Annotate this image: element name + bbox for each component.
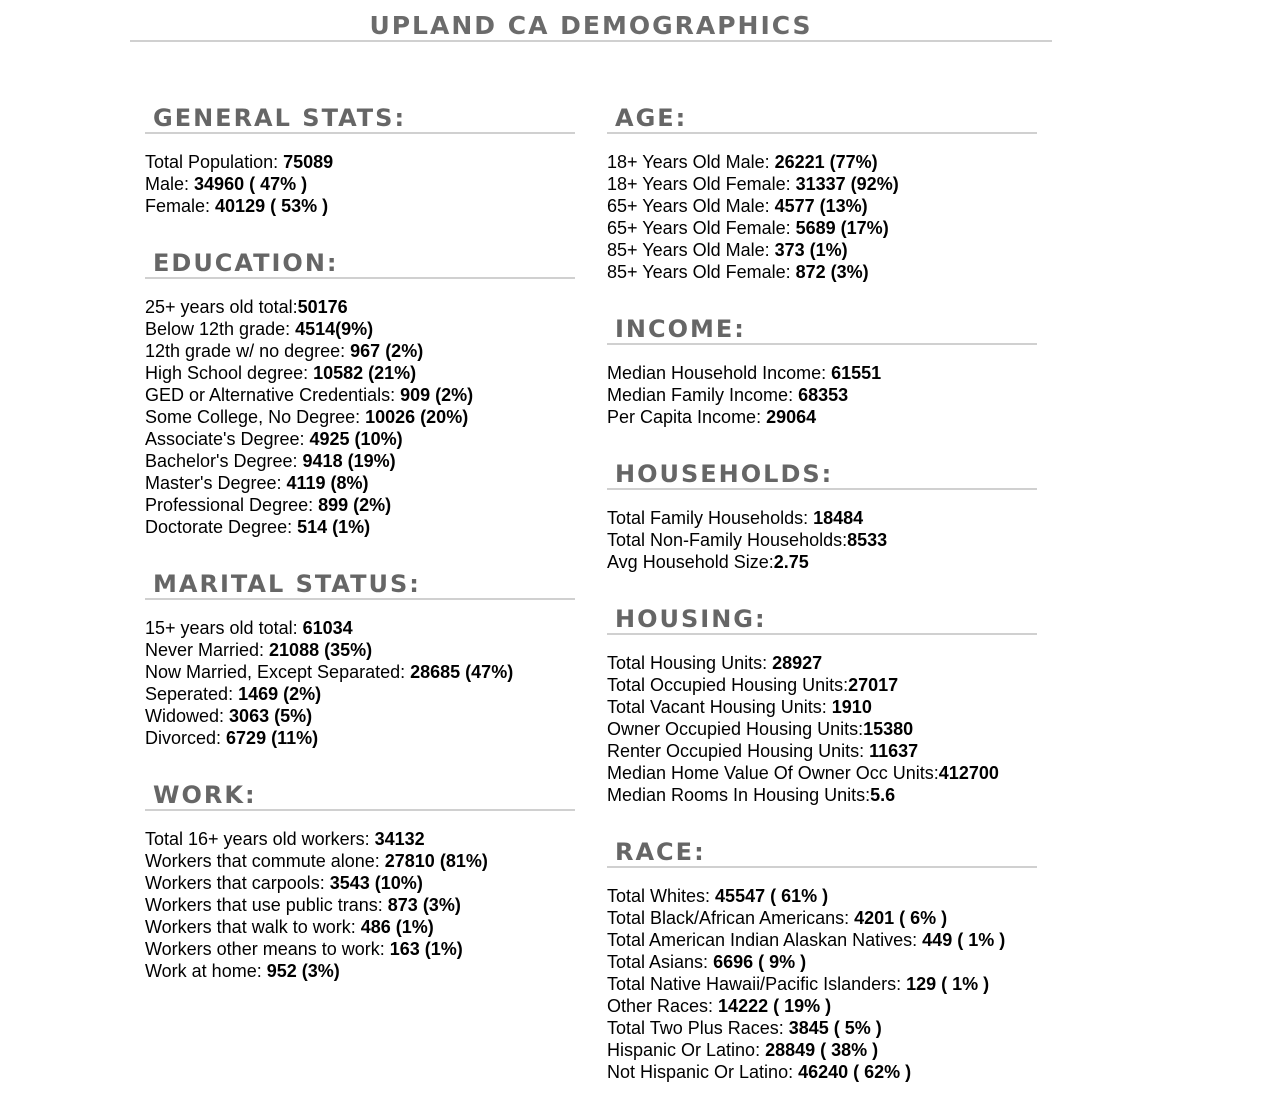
section-heading (145, 98, 575, 134)
stat-value: 4577 (13%) (774, 196, 868, 216)
section-heading-text: INCOME: (615, 315, 746, 343)
stat-label: High School degree: (145, 363, 314, 383)
stat-row (145, 362, 575, 384)
stat-label: Total Asians: (607, 952, 714, 972)
stat-value: 899 (2%) (318, 495, 392, 515)
stat-row (145, 661, 575, 683)
stat-row (145, 617, 575, 639)
stat-label: Workers that commute alone: (145, 851, 385, 871)
stat-label: Some College, No Degree: (145, 407, 366, 427)
stat-row (145, 938, 575, 960)
section-heading (607, 309, 1037, 345)
right-column (607, 98, 1037, 1109)
stat-value: 514 (1%) (297, 517, 371, 537)
stat-label: Below 12th grade: (145, 319, 296, 339)
stat-row (145, 406, 575, 428)
section-households (607, 454, 1037, 573)
stat-value: 129 ( 1% ) (906, 974, 990, 994)
stat-value: 9418 (19%) (302, 451, 396, 471)
stat-row (607, 173, 1037, 195)
stat-label: Per Capita Income: (607, 407, 767, 427)
stat-row (607, 951, 1037, 973)
stat-label: Female: (145, 196, 216, 216)
stat-label: Avg Household Size: (607, 552, 774, 572)
stat-value: 34960 ( 47% ) (194, 174, 308, 194)
stat-label: Associate's Degree: (145, 429, 310, 449)
stat-value: 46240 ( 62% ) (798, 1062, 912, 1082)
stat-label: Total Black/African Americans: (607, 908, 855, 928)
stat-label: Now Married, Except Separated: (145, 662, 411, 682)
stat-row (145, 850, 575, 872)
stat-row (607, 551, 1037, 573)
stat-label: Workers that walk to work: (145, 917, 361, 937)
stat-row (145, 916, 575, 938)
stat-row (607, 929, 1037, 951)
stat-row (607, 1017, 1037, 1039)
stat-label: Total Occupied Housing Units: (607, 675, 849, 695)
section-heading (607, 832, 1037, 868)
stat-value: 6729 (11%) (226, 728, 319, 748)
section-heading-text: GENERAL STATS: (153, 104, 407, 132)
stat-label: Workers other means to work: (145, 939, 390, 959)
section-heading (607, 454, 1037, 490)
stat-label: Renter Occupied Housing Units: (607, 741, 870, 761)
stat-value: 873 (3%) (387, 895, 461, 915)
stat-value: 486 (1%) (360, 917, 434, 937)
stat-value: 10026 (20%) (365, 407, 469, 427)
stat-label: 15+ years old total: (145, 618, 303, 638)
stat-row (607, 718, 1037, 740)
stat-row (607, 384, 1037, 406)
stat-value: 28927 (772, 653, 823, 673)
stat-value: 373 (1%) (774, 240, 848, 260)
stat-label: Total Two Plus Races: (607, 1018, 789, 1038)
stat-row (145, 872, 575, 894)
stat-row (607, 995, 1037, 1017)
stat-label: 85+ Years Old Male: (607, 240, 775, 260)
stat-label: Median Family Income: (607, 385, 799, 405)
stat-value: 14222 ( 19% ) (718, 996, 832, 1016)
stat-value: 68353 (798, 385, 849, 405)
stat-label: Bachelor's Degree: (145, 451, 303, 471)
stat-row (145, 639, 575, 661)
stat-value: 967 (2%) (350, 341, 424, 361)
section-heading-text: AGE: (615, 104, 688, 132)
stat-value: 8533 (847, 530, 888, 550)
stat-value: 11637 (869, 741, 919, 761)
stat-value: 50176 (297, 297, 348, 317)
stat-label: 18+ Years Old Male: (607, 152, 775, 172)
stat-label: Total Family Households: (607, 508, 814, 528)
stat-row (607, 406, 1037, 428)
stat-label: Total Non-Family Households: (607, 530, 848, 550)
stat-row (607, 674, 1037, 696)
stat-label: Median Rooms In Housing Units: (607, 785, 871, 805)
stat-label: 65+ Years Old Male: (607, 196, 775, 216)
section-heading (145, 564, 575, 600)
stat-value: 45547 ( 61% ) (715, 886, 829, 906)
page-title-text: UPLAND CA DEMOGRAPHICS (369, 11, 813, 40)
stat-row (607, 740, 1037, 762)
section-work (145, 775, 575, 982)
stat-row (607, 762, 1037, 784)
stat-label: Doctorate Degree: (145, 517, 298, 537)
section-general-stats (145, 98, 575, 217)
stat-label: Total 16+ years old workers: (145, 829, 375, 849)
stat-label: Total Vacant Housing Units: (607, 697, 832, 717)
stat-value: 21088 (35%) (269, 640, 373, 660)
stat-label: Never Married: (145, 640, 270, 660)
stat-label: Master's Degree: (145, 473, 287, 493)
stat-value: 3543 (10%) (329, 873, 423, 893)
section-marital-status (145, 564, 575, 749)
stat-value: 412700 (938, 763, 999, 783)
stat-label: Divorced: (145, 728, 227, 748)
section-heading-text: RACE: (615, 838, 706, 866)
stat-value: 10582 (21%) (313, 363, 417, 383)
stat-label: Total Whites: (607, 886, 716, 906)
stat-row (607, 261, 1037, 283)
stat-row (145, 318, 575, 340)
stat-row (607, 195, 1037, 217)
stat-label: Male: (145, 174, 195, 194)
stat-row (145, 705, 575, 727)
section-income (607, 309, 1037, 428)
stat-row (607, 1061, 1037, 1083)
stat-label: Workers that use public trans: (145, 895, 388, 915)
stat-value: 4514(9%) (295, 319, 374, 339)
section-heading (145, 243, 575, 279)
stat-value: 26221 (77%) (774, 152, 878, 172)
stat-row (145, 428, 575, 450)
stat-label: Total Housing Units: (607, 653, 773, 673)
section-heading (607, 98, 1037, 134)
stat-value: 6696 ( 9% ) (713, 952, 807, 972)
stat-row (145, 450, 575, 472)
stat-label: Median Household Income: (607, 363, 832, 383)
stat-label: Widowed: (145, 706, 230, 726)
stat-value: 952 (3%) (266, 961, 340, 981)
stat-row (607, 507, 1037, 529)
stat-value: 34132 (374, 829, 425, 849)
stat-row (145, 828, 575, 850)
stat-row (145, 683, 575, 705)
stat-value: 61034 (302, 618, 353, 638)
stat-row (607, 784, 1037, 806)
stat-value: 27810 (81%) (384, 851, 488, 871)
stat-value: 4925 (10%) (309, 429, 403, 449)
page-title (130, 10, 1052, 42)
stat-row (145, 340, 575, 362)
stat-label: Median Home Value Of Owner Occ Units: (607, 763, 939, 783)
stat-value: 5689 (17%) (795, 218, 889, 238)
section-heading (607, 599, 1037, 635)
stat-row (607, 529, 1037, 551)
stat-row (145, 494, 575, 516)
stat-value: 61551 (831, 363, 882, 383)
stat-value: 872 (3%) (795, 262, 869, 282)
stat-label: Workers that carpools: (145, 873, 330, 893)
stat-row (607, 696, 1037, 718)
stat-value: 4119 (8%) (286, 473, 369, 493)
stat-row (145, 894, 575, 916)
stat-value: 40129 ( 53% ) (215, 196, 329, 216)
stat-value: 1469 (2%) (238, 684, 322, 704)
stat-label: Work at home: (145, 961, 267, 981)
stat-row (145, 151, 575, 173)
section-heading-text: WORK: (153, 781, 257, 809)
stat-value: 2.75 (773, 552, 809, 572)
stat-value: 28849 ( 38% ) (765, 1040, 879, 1060)
stat-value: 4201 ( 6% ) (854, 908, 948, 928)
stat-value: 18484 (813, 508, 864, 528)
stat-value: 28685 (47%) (410, 662, 514, 682)
stat-value: 27017 (848, 675, 899, 695)
stat-value: 31337 (92%) (795, 174, 899, 194)
stat-value: 15380 (863, 719, 914, 739)
stat-value: 3845 ( 5% ) (788, 1018, 882, 1038)
stat-value: 29064 (766, 407, 817, 427)
stat-value: 163 (1%) (389, 939, 463, 959)
stat-label: Professional Degree: (145, 495, 319, 515)
stat-row (607, 1039, 1037, 1061)
stat-label: Total American Indian Alaskan Natives: (607, 930, 923, 950)
stat-label: Total Native Hawaii/Pacific Islanders: (607, 974, 907, 994)
section-race (607, 832, 1037, 1083)
section-age (607, 98, 1037, 283)
stat-label: GED or Alternative Credentials: (145, 385, 401, 405)
stat-value: 449 ( 1% ) (922, 930, 1006, 950)
stat-row (145, 516, 575, 538)
section-heading-text: MARITAL STATUS: (153, 570, 421, 598)
stat-label: 65+ Years Old Female: (607, 218, 796, 238)
stat-row (145, 296, 575, 318)
stat-row (607, 973, 1037, 995)
stat-label: 18+ Years Old Female: (607, 174, 796, 194)
stat-label: Seperated: (145, 684, 239, 704)
stat-row (145, 960, 575, 982)
section-heading-text: EDUCATION: (153, 249, 339, 277)
stat-label: 12th grade w/ no degree: (145, 341, 351, 361)
section-heading (145, 775, 575, 811)
stat-row (145, 173, 575, 195)
stat-label: Total Population: (145, 152, 284, 172)
stat-row (607, 885, 1037, 907)
stat-row (607, 362, 1037, 384)
section-housing (607, 599, 1037, 806)
stat-row (607, 907, 1037, 929)
stat-label: Owner Occupied Housing Units: (607, 719, 864, 739)
section-education (145, 243, 575, 538)
stat-value: 1910 (831, 697, 872, 717)
stat-row (607, 652, 1037, 674)
section-heading-text: HOUSEHOLDS: (615, 460, 834, 488)
stat-row (607, 239, 1037, 261)
stat-label: Hispanic Or Latino: (607, 1040, 766, 1060)
stat-row (145, 727, 575, 749)
stat-row (607, 217, 1037, 239)
stat-value: 75089 (283, 152, 334, 172)
left-column (145, 98, 575, 1008)
stat-value: 909 (2%) (400, 385, 474, 405)
stat-row (145, 472, 575, 494)
stat-value: 5.6 (870, 785, 896, 805)
stat-label: 85+ Years Old Female: (607, 262, 796, 282)
stat-row (145, 384, 575, 406)
stat-row (607, 151, 1037, 173)
section-heading-text: HOUSING: (615, 605, 767, 633)
stat-label: 25+ years old total: (145, 297, 298, 317)
stat-value: 3063 (5%) (229, 706, 313, 726)
stat-label: Not Hispanic Or Latino: (607, 1062, 799, 1082)
stat-label: Other Races: (607, 996, 719, 1016)
stat-row (145, 195, 575, 217)
